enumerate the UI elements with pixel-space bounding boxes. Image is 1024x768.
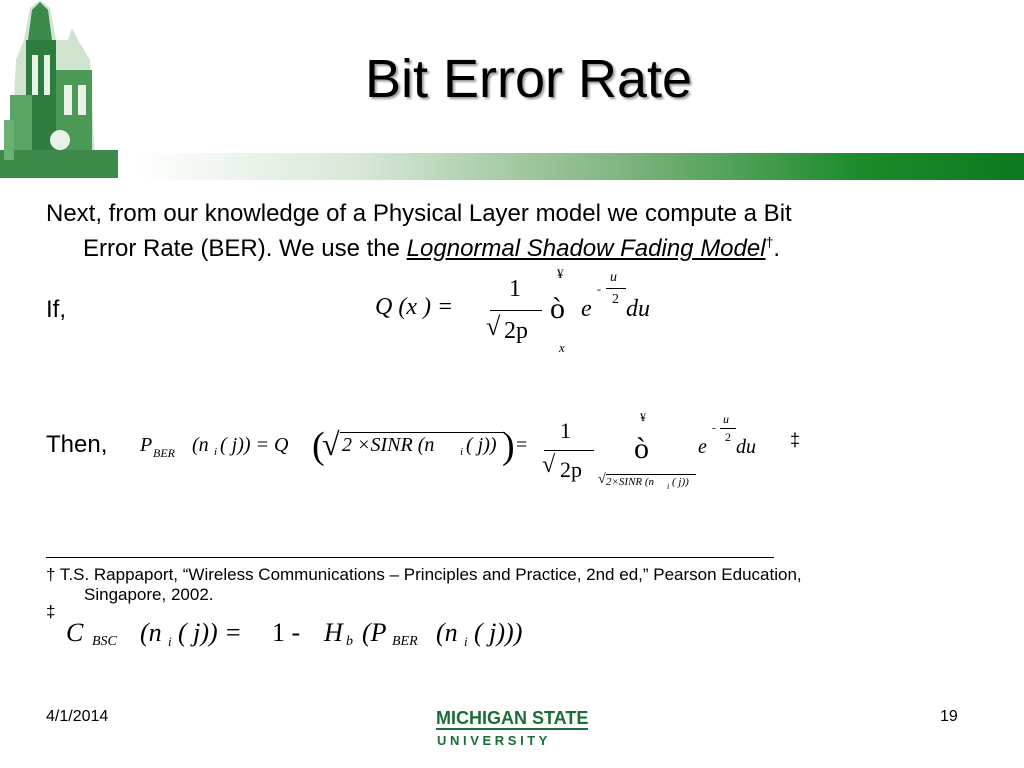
q-integral-sign: ò (550, 292, 565, 325)
then-ddagger-mark: ‡ (790, 430, 801, 450)
msu-logo (436, 706, 588, 748)
footnote-line-1: T.S. Rappaport, “Wireless Communications – Principles and Practice, 2nd ed,” Pearson Education, (59, 565, 802, 584)
intro-line-2: Error Rate (BER). We use the (83, 235, 407, 262)
page-number: 19 (940, 708, 958, 725)
then-label: Then, (46, 431, 108, 458)
if-label: If, (46, 296, 67, 323)
q-lhs: Q (x ) = (375, 294, 454, 320)
lognormal-model-link[interactable]: Lognormal Shadow Fading Model (406, 235, 766, 262)
footnote-line-2: Singapore, 2002. (84, 585, 214, 604)
q-du: du (626, 296, 650, 322)
cbsc-equation: C BSC (n i ( j)) = 1 - H b (P BER (n i ( j))) (66, 618, 523, 649)
pber-equation: P BER (n i ( j)) = Q ( √ 2 ×SINR (n i ( j)) ) = 1 √ 2p ¥ ò √ 2×SINR (n i ( j)) e - u 2 du ‡ (140, 410, 801, 491)
q-upper-limit: ¥ (557, 266, 564, 281)
q-frac-den: 2p (504, 318, 528, 344)
q-lower-limit: x (559, 340, 565, 355)
footnote-ddagger: ‡ (46, 602, 56, 621)
dagger-mark: † (765, 234, 774, 250)
q-frac-num: 1 (509, 276, 521, 302)
logo-line-2: U N I V E R S I T Y (437, 733, 548, 748)
header-gradient-bar (135, 153, 1024, 180)
footnote-divider (46, 557, 774, 559)
slide-title: Bit Error Rate (365, 49, 693, 109)
msu-tower-image (0, 0, 118, 178)
intro-line-1: Next, from our knowledge of a Physical Layer model we compute a Bit (46, 200, 792, 227)
q-function-equation: Q (x ) = 1 √ 2p ¥ ò x e - u 2 du (375, 266, 650, 355)
q-exp-base: e (581, 296, 592, 322)
intro-paragraph (46, 200, 986, 263)
footnote-citation: † T.S. Rappaport, “Wireless Communications – Principles and Practice, 2nd ed,” Pearson Education, Singapore, 2002. (46, 565, 946, 605)
intro-period: . (773, 235, 781, 262)
logo-line-1: MICHIGAN STATE (436, 708, 588, 728)
footer-date: 4/1/2014 (46, 708, 109, 725)
